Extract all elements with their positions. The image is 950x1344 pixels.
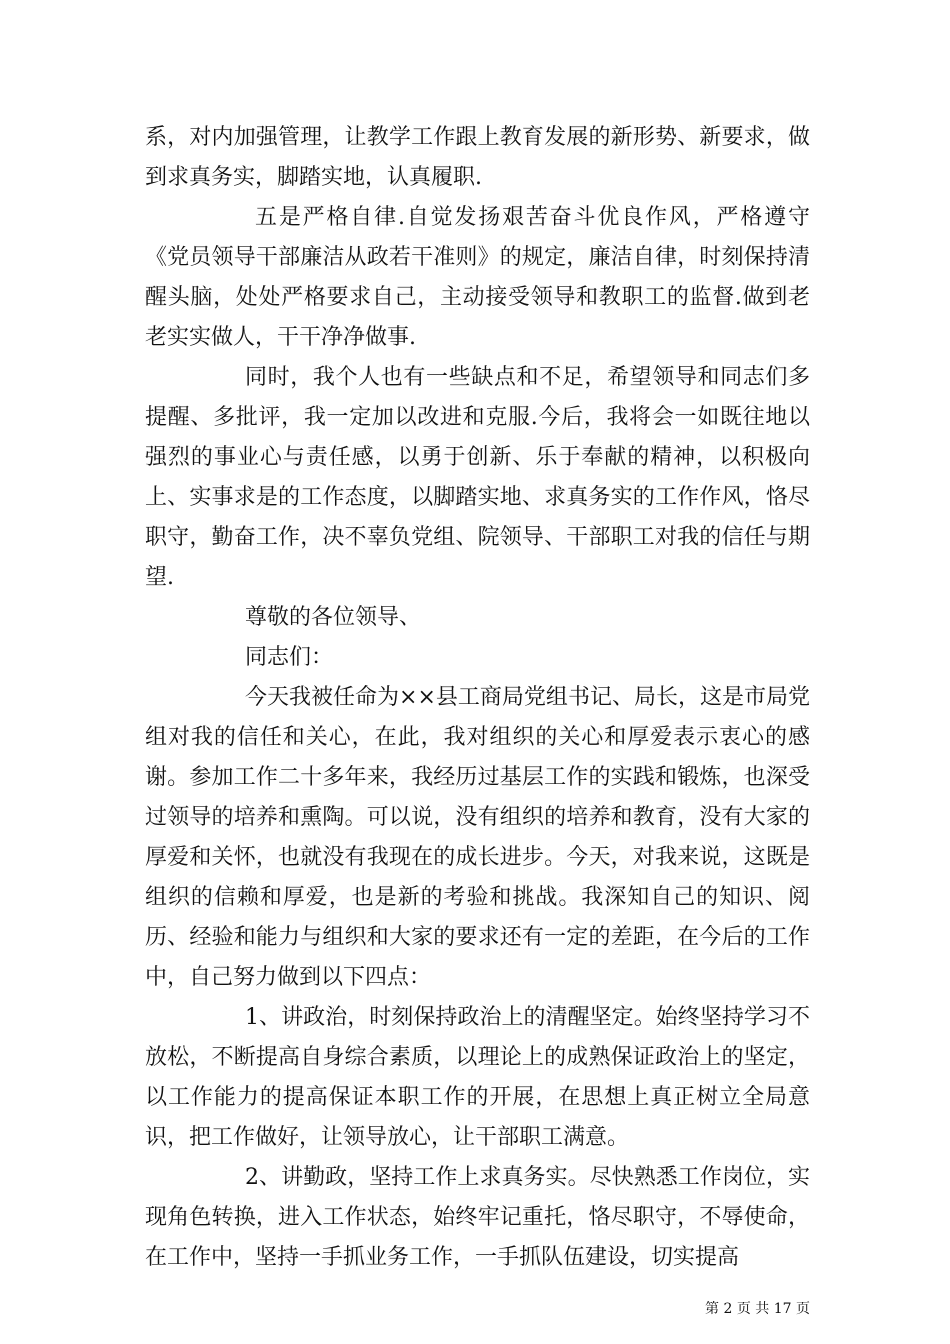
paragraph-point-2: 2、讲勤政，坚持工作上求真务实。尽快熟悉工作岗位，实现角色转换，进入工作状态，始终牢记重托，恪尽职守，不辱使命，在工作中，坚持一手抓业务工作，一手抓队伍建设，切实提高 bbox=[145, 1165, 810, 1270]
paragraph-point-1: 1、讲政治，时刻保持政治上的清醒坚定。始终坚持学习不放松，不断提高自身综合素质，以理论上的成熟保证政治上的坚定，以工作能力的提高保证本职工作的开展，在思想上真正树立全局意识，把工作做好，让领导放心，让干部职工满意。 bbox=[145, 1005, 810, 1150]
paragraph-shortcomings: 同时，我个人也有一些缺点和不足，希望领导和同志们多提醒、多批评，我一定加以改进和克服.今后，我将会一如既往地以强烈的事业心与责任感，以勇于创新、乐于奉献的精神，以积极向上、实事求是的工作态度，以脚踏实地、求真务实的工作作风，恪尽职守，勤奋工作，决不辜负党组、院领导、干部职工对我的信任与期望. bbox=[145, 365, 810, 590]
paragraph-self-discipline: 五是严格自律.自觉发扬艰苦奋斗优良作风，严格遵守《党员领导干部廉洁从政若干准则》的规定，廉洁自律，时刻保持清醒头脑，处处严格要求自己，主动接受领导和教职工的监督.做到老老实实做人，干干净净做事. bbox=[145, 205, 810, 350]
salutation-leaders: 尊敬的各位领导、 bbox=[245, 605, 422, 630]
paragraph-continuation: 系，对内加强管理，让教学工作跟上教育发展的新形势、新要求，做到求真务实，脚踏实地，认真履职. bbox=[145, 125, 810, 190]
document-body bbox=[145, 118, 810, 1278]
paragraph-appointment: 今天我被任命为××县工商局党组书记、局长，这是市局党组对我的信任和关心，在此，我对组织的关心和厚爱表示衷心的感谢。参加工作二十多年来，我经历过基层工作的实践和锻炼，也深受过领导的培养和熏陶。可以说，没有组织的培养和教育，没有大家的厚爱和关怀，也就没有我现在的成长进步。今天，对我来说，这既是组织的信赖和厚爱，也是新的考验和挑战。我深知自己的知识、阅历、经验和能力与组织和大家的要求还有一定的差距，在今后的工作中，自己努力做到以下四点： bbox=[145, 685, 810, 990]
salutation-comrades: 同志们： bbox=[245, 645, 334, 670]
page-number: 第 2 页 共 17 页 bbox=[705, 1301, 810, 1317]
